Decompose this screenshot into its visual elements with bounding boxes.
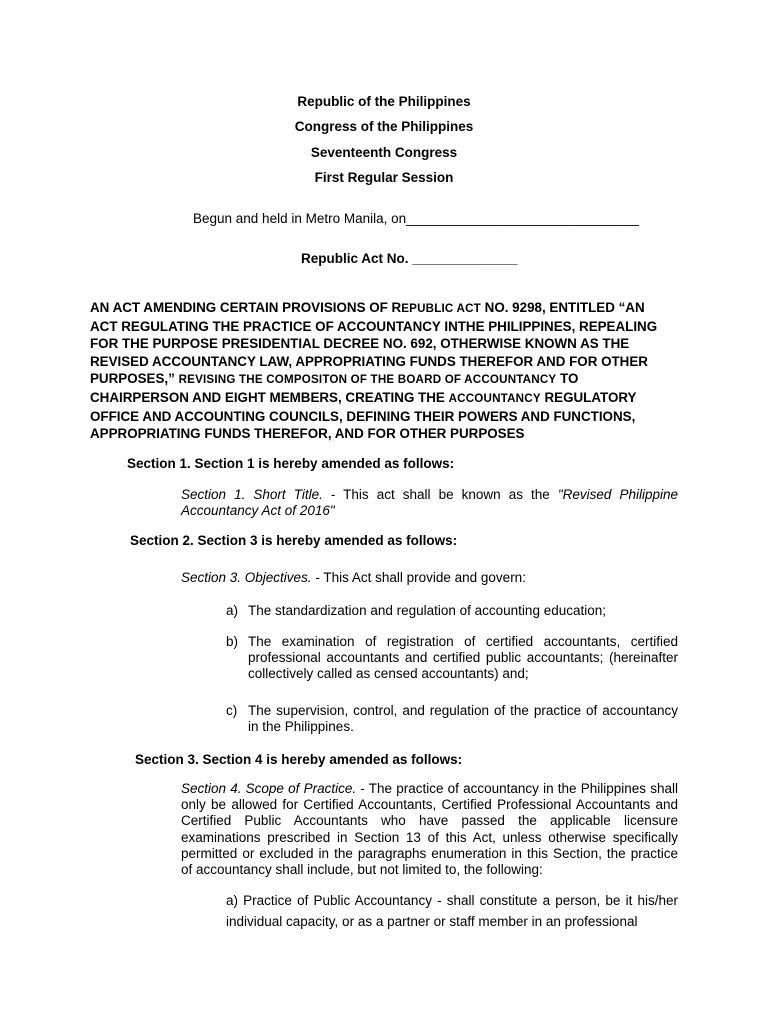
section-text: - This Act shall provide and govern: bbox=[311, 570, 526, 585]
section-italic-lead: Section 1. Short Title. bbox=[181, 487, 323, 502]
list-item-text: The examination of registration of certified accountants, certified professional accountants and certified public accountants; (hereinafter collectively called as censed accountants) and; bbox=[248, 634, 678, 682]
act-title-line bbox=[90, 389, 685, 408]
act-title-text: CHAIRPERSON AND EIGHT MEMBERS, CREATING THE bbox=[90, 389, 449, 405]
act-title-text: AN ACT AMENDING CERTAIN PROVISIONS OF R bbox=[90, 300, 402, 315]
list-item bbox=[226, 703, 678, 737]
section-heading: Section 3. Section 4 is hereby amended as follows: bbox=[135, 752, 463, 767]
list-item-text: The supervision, control, and regulation of the practice of accountancy in the Philippines. bbox=[248, 703, 678, 735]
act-title-text: REVISING THE COMPOSITON OF THE BOARD OF ACCOUNTANCY bbox=[178, 373, 557, 387]
practice-of-public-accountancy: a) Practice of Public Accountancy - shall constitute a person, be it his/her individual capacity, or as a partner or staff member in an professional bbox=[226, 893, 678, 929]
act-title-text: TO bbox=[556, 371, 579, 387]
header-congress: Congress of the Philippines bbox=[294, 119, 474, 134]
section-italic-tail: "Revised Philippine Accountancy Act of 2016" bbox=[181, 487, 678, 519]
section-italic-lead: Section 3. Objectives. bbox=[181, 570, 312, 585]
act-title-text: EPUBLIC ACT bbox=[401, 302, 481, 315]
act-title-line: FOR THE PURPOSE PRESIDENTIAL DECREE NO. 692, OTHERWISE KNOWN AS THE bbox=[90, 336, 630, 352]
list-item bbox=[226, 603, 678, 621]
section-4-scope-of-practice bbox=[181, 781, 678, 878]
list-item bbox=[226, 634, 678, 684]
header-seventeenth-congress: Seventeenth Congress bbox=[310, 145, 458, 160]
act-title-line: ACT REGULATING THE PRACTICE OF ACCOUNTANCY INTHE PHILIPPINES, REPEALING bbox=[90, 318, 658, 334]
list-item-text: The standardization and regulation of accounting education; bbox=[248, 603, 607, 618]
begun-held-line: Begun and held in Metro Manila, on_______________________________ bbox=[193, 211, 639, 226]
act-title-text: ACCOUNTANCY bbox=[448, 391, 541, 405]
list-item-key: b) bbox=[226, 634, 239, 649]
act-title-text: REGULATORY bbox=[540, 389, 637, 405]
list-item-key: c) bbox=[226, 703, 238, 718]
list-item-key: a) bbox=[226, 603, 239, 618]
act-title bbox=[90, 299, 685, 443]
section-text: - The practice of accountancy in the Philippines shall only be allowed for Certified Accountants, Certified Professional Accountants and Certified Public Accountants who have passed the applicable licensure examinations prescribed in Section 13 of this Act, unless otherwise specifically permitted or excluded in the paragraphs enumeration in this Section, the practice of accountancy shall include, but not limited to, the following: bbox=[181, 781, 678, 878]
act-title-line: OFFICE AND ACCOUNTING COUNCILS, DEFINING THEIR POWERS AND FUNCTIONS, bbox=[90, 408, 636, 424]
section-italic-lead: Section 4. Scope of Practice. bbox=[181, 781, 357, 796]
act-title-line bbox=[90, 370, 685, 389]
section-heading: Section 1. Section 1 is hereby amended as follows: bbox=[127, 456, 455, 471]
act-title-text: NO. 9298, ENTITLED “AN bbox=[480, 300, 645, 315]
act-title-text: PURPOSES,” bbox=[90, 371, 179, 387]
section-3-objectives bbox=[181, 570, 526, 586]
act-title-line: APPROPRIATING FUNDS THEREFOR, AND FOR OTHER PURPOSES bbox=[90, 426, 525, 442]
section-1-short-title bbox=[181, 487, 678, 519]
header-republic: Republic of the Philippines bbox=[297, 94, 471, 109]
section-text: - This act shall be known as the bbox=[322, 487, 558, 502]
section-heading: Section 2. Section 3 is hereby amended as follows: bbox=[130, 533, 458, 548]
header-session: First Regular Session bbox=[314, 170, 454, 185]
republic-act-number: Republic Act No. ______________ bbox=[301, 251, 518, 266]
act-title-line: REVISED ACCOUNTANCY LAW, APPROPRIATING FUNDS THEREFOR AND FOR OTHER bbox=[90, 353, 648, 369]
act-title-line bbox=[90, 299, 685, 318]
